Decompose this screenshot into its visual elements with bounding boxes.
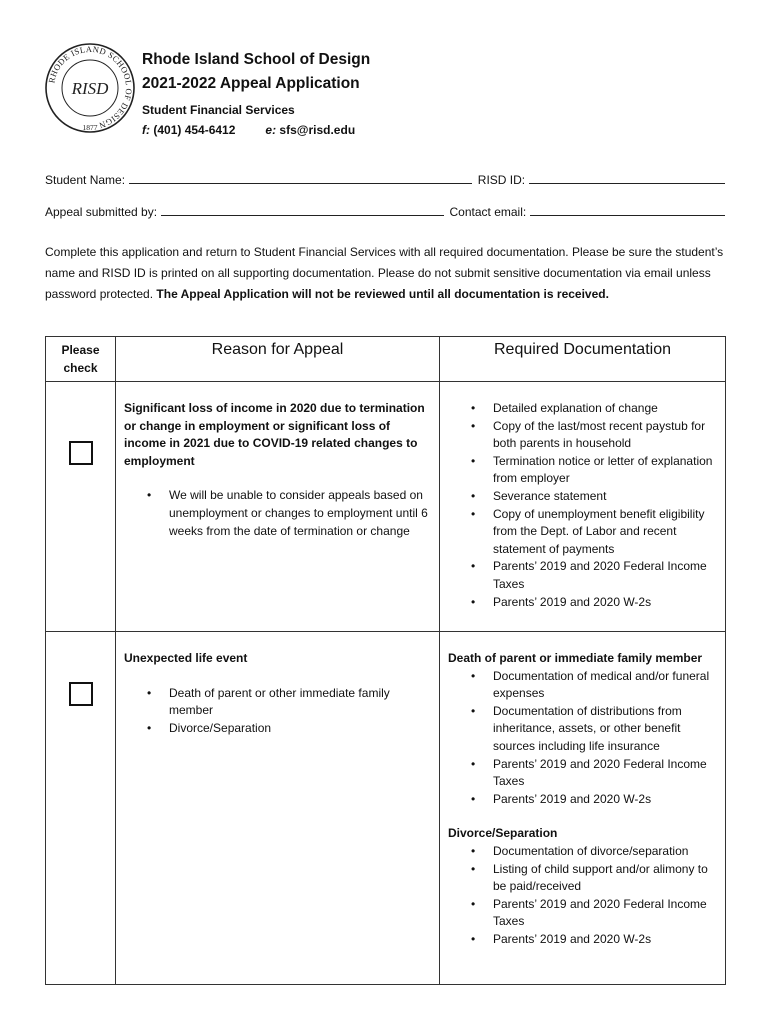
school-name: Rhode Island School of Design	[142, 51, 371, 68]
header-required-documentation	[440, 337, 726, 382]
seal-year: 1877	[82, 123, 98, 132]
contact-line	[142, 120, 370, 140]
list-item: • Copy of unemployment benefit eligibility from the Dept. of Labor and recent statement of payments	[493, 506, 717, 559]
letterhead	[142, 48, 370, 140]
submitter-info-row	[45, 204, 725, 219]
list-item: • Parents’ 2019 and 2020 Federal Income Taxes	[493, 756, 717, 791]
list-item: • Divorce/Separation	[169, 720, 431, 738]
life-event-checkbox[interactable]	[69, 682, 93, 706]
list-item: • Severance statement	[493, 488, 717, 506]
appeal-submitted-by-label: Appeal submitted by:	[45, 205, 158, 219]
doc-group-title: Divorce/Separation	[448, 826, 558, 841]
risd-seal-logo	[44, 42, 136, 134]
instructions-paragraph	[45, 242, 735, 305]
list-item: • Documentation of divorce/separation	[493, 843, 717, 861]
doc-list	[448, 668, 717, 809]
seal-ring-text: RHODE ISLAND SCHOOL OF DESIGN	[46, 43, 135, 131]
header-please-check: Please check	[46, 337, 116, 382]
table-row	[46, 382, 726, 632]
list-item: • Death of parent or other immediate family member	[169, 685, 431, 720]
income-loss-checkbox[interactable]	[69, 441, 93, 465]
doc-group-title: Death of parent or immediate family member	[448, 651, 703, 665]
list-item: • Documentation of distributions from inheritance, assets, or other benefit sources including life insurance	[493, 703, 717, 756]
appeal-reasons-table	[45, 336, 726, 985]
list-item: • Documentation of medical and/or funeral expenses	[493, 668, 717, 703]
email-address[interactable]: sfs@risd.edu	[279, 123, 356, 137]
doc-list	[448, 843, 717, 949]
list-item: • Termination notice or letter of explanation from employer	[493, 453, 717, 488]
header-docs-text: Required Documentation	[494, 341, 671, 358]
doc-list	[448, 400, 717, 611]
reason-notes	[124, 685, 431, 738]
header-reason-for-appeal	[116, 337, 440, 382]
list-item: • Listing of child support and/or alimony to be paid/received	[493, 861, 717, 896]
header-reason-text: Reason for Appeal	[211, 341, 344, 358]
contact-email-field[interactable]	[530, 204, 725, 216]
reason-notes	[124, 487, 431, 540]
list-item: • We will be unable to consider appeals based on unemployment or changes to employment until 6 weeks from the date of termination or change	[169, 487, 431, 540]
list-item: • Parents’ 2019 and 2020 Federal Income Taxes	[493, 896, 717, 931]
docs-cell	[440, 382, 726, 632]
reason-cell	[116, 382, 440, 632]
form-title: 2021-2022 Appeal Application	[142, 75, 360, 92]
check-cell	[46, 382, 116, 632]
student-info-row	[45, 172, 725, 187]
email-info	[265, 120, 355, 140]
instructions-bold-notice: The Appeal Application will not be reviewed until all documentation is received.	[156, 287, 609, 301]
seal-monogram: RISD	[71, 79, 109, 98]
list-item: • Parents’ 2019 and 2020 Federal Income Taxes	[493, 558, 717, 593]
reason-title: Unexpected life event	[124, 651, 248, 665]
list-item: • Copy of the last/most recent paystub for both parents in household	[493, 418, 717, 453]
risd-id-field[interactable]	[529, 172, 725, 184]
list-item: • Detailed explanation of change	[493, 400, 717, 418]
student-name-field[interactable]	[129, 172, 472, 184]
docs-cell	[440, 632, 726, 985]
list-item: • Parents’ 2019 and 2020 W-2s	[493, 594, 717, 612]
contact-email-label: Contact email:	[449, 205, 527, 219]
department-name: Student Financial Services	[142, 103, 295, 117]
list-item: • Parents’ 2019 and 2020 W-2s	[493, 791, 717, 809]
fax-prefix: f:	[142, 123, 150, 137]
student-name-label: Student Name:	[45, 173, 126, 187]
fax-number: (401) 454-6412	[153, 123, 236, 137]
check-cell	[46, 632, 116, 985]
risd-id-label: RISD ID:	[477, 173, 526, 187]
fax-info	[142, 120, 235, 140]
instructions-text: Complete this application and return to Student Financial Services with all required documentation. Please be sure the student’s name and RISD ID is printed on all supporting documentation. Please do not submit sensitive documentation via email unless password protected.	[45, 245, 724, 301]
table-header-row	[46, 337, 726, 382]
table-row	[46, 632, 726, 985]
appeal-submitted-by-field[interactable]	[161, 204, 443, 216]
list-item: • Parents’ 2019 and 2020 W-2s	[493, 931, 717, 949]
email-prefix: e:	[265, 123, 277, 137]
reason-cell	[116, 632, 440, 985]
reason-title: Significant loss of income in 2020 due to termination or change in employment or significant loss of income in 2021 due to COVID-19 related changes to employment	[124, 401, 425, 468]
